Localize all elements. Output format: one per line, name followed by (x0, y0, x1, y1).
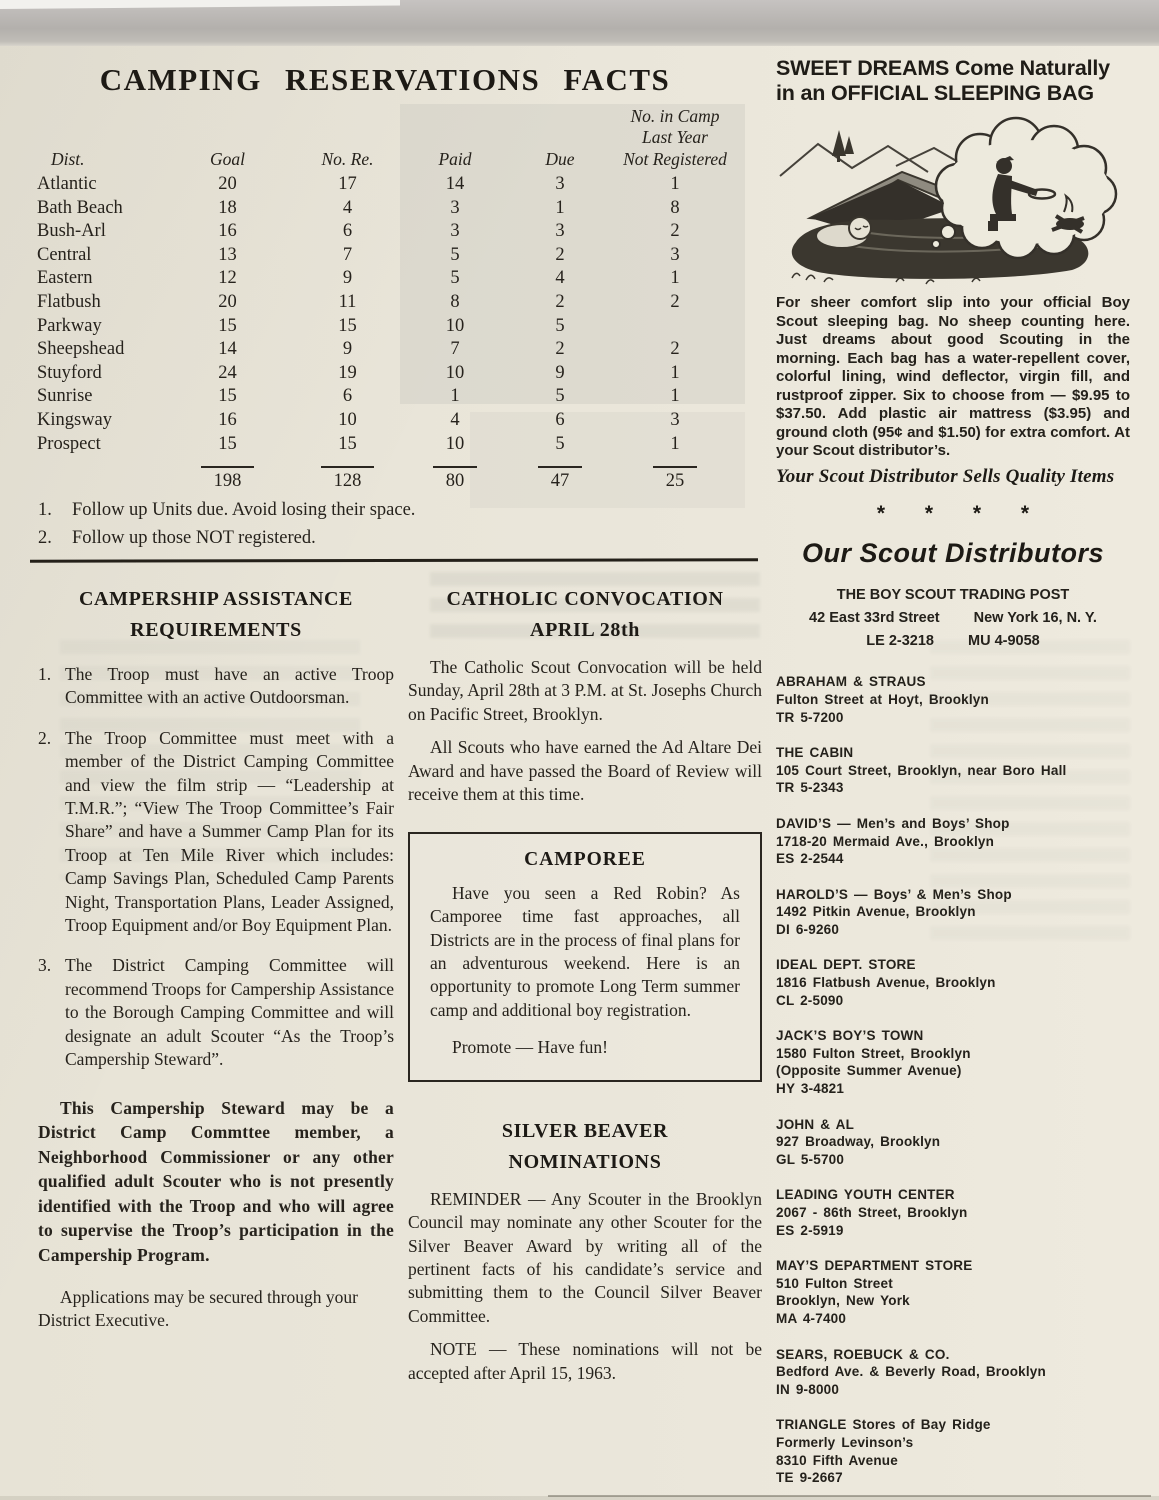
cell: 19 (338, 362, 357, 383)
distributor-phone: LE 2-3218 (866, 633, 934, 650)
page-title: CAMPING RESERVATIONS FACTS (99, 62, 671, 97)
cell-district: Prospect (37, 433, 101, 454)
cell: 3 (450, 221, 460, 242)
distributor-line: Bedford Ave. & Beverly Road, Brooklyn (776, 1364, 1046, 1380)
distributor-line: GL 5-5700 (776, 1151, 845, 1167)
table-row (35, 316, 735, 340)
cell (615, 316, 735, 340)
total-value: 128 (321, 466, 375, 492)
cell: 15 (338, 433, 357, 454)
cell: 3 (555, 221, 565, 242)
distributor-line: MA 4-7400 (776, 1310, 847, 1326)
distributor-name: MAY’S DEPARTMENT STORE (776, 1258, 973, 1274)
cell: 3 (670, 409, 680, 430)
cell: 2 (670, 339, 680, 360)
list-item (38, 727, 394, 938)
distributor-phone: MU 4-9058 (967, 633, 1040, 650)
distributor-address: 42 East 33rd Street (809, 609, 940, 626)
distributor-line: 1718-20 Mermaid Ave., Brooklyn (776, 833, 995, 849)
ad-body-text: For sheer comfort slip into your official Boy Scout sleeping bag. No sheep counting here. Just dreams about good Scouting in the morning. Each bag has a water-repellent cover, colorful lining, wind deflector, virgin fill, and rustproof zipper. Six to choose from — $9.95 to $37.50. Add plastic air mattress ($3.95) and ground cloth (95¢ and $1.50) for extra comfort. At your Scout distributor’s. (776, 294, 1130, 460)
cell: 24 (218, 362, 237, 383)
distributor-line: DI 6-9260 (776, 921, 840, 937)
cell: 10 (445, 433, 465, 454)
cell (35, 466, 165, 492)
cell: 1 (670, 268, 680, 289)
box-title: CAMPOREE (524, 849, 646, 871)
cell: 17 (338, 174, 357, 195)
table-row (35, 363, 735, 387)
scan-bottom-edge (548, 1495, 1151, 1497)
section-heading: SILVER BEAVER (501, 1119, 669, 1142)
cell: 1 (670, 174, 680, 195)
column-header-line: No. in Camp (630, 106, 720, 126)
cell: 5 (555, 433, 565, 454)
cell: 10 (445, 315, 465, 336)
column-header: Paid (438, 148, 472, 169)
table-row (35, 386, 735, 410)
ad-headline: in an OFFICIAL SLEEPING BAG (776, 81, 1094, 106)
cell: 9 (342, 268, 353, 289)
closing-paragraph: Applications may be secured through your District Executive. (38, 1286, 358, 1331)
distributor-list (776, 673, 1130, 1486)
cell: 5 (450, 268, 460, 289)
column-header-line: Last Year (642, 127, 708, 148)
distributor-line: 1816 Flatbush Avenue, Brooklyn (776, 975, 996, 991)
distributor-line: ES 2-5919 (776, 1222, 844, 1238)
list-item (776, 956, 1130, 1009)
cell: 10 (445, 362, 465, 383)
table-row (35, 174, 735, 198)
cell: 14 (218, 339, 237, 360)
cell: 6 (555, 409, 565, 430)
cell: 16 (218, 221, 237, 242)
column-header: No. Re. (321, 148, 374, 169)
distributor-address: New York 16, N. Y. (973, 609, 1097, 626)
list-item (38, 954, 394, 1071)
cell: 3 (555, 174, 565, 195)
campership-section (38, 584, 394, 1332)
cell: 1 (555, 197, 565, 218)
note-item (38, 496, 558, 524)
cell: 11 (338, 292, 357, 312)
cell-district: Bath Beach (37, 197, 123, 218)
item-number: 3. (38, 955, 52, 976)
item-number: 2. (38, 727, 52, 748)
table-row (35, 292, 735, 316)
table-row (35, 339, 735, 363)
distributor-line: 927 Broadway, Brooklyn (776, 1134, 941, 1150)
asterisk-separator: * * * * (876, 501, 1030, 525)
paragraph: REMINDER — Any Scouter in the Brooklyn Council may nominate any other Scouter for the Silver Beaver Award by writing all of the pertinent facts of his candidate’s service and submitting them to the Council Silver Beaver Committee. (408, 1188, 762, 1326)
item-text: The District Camping Committee will recommend Troops for Campership Assistance to the Borough Camping Committee and will designate an adult Scouter “As the Troop’s Campership Steward”. (65, 955, 394, 1070)
cell-total (165, 466, 290, 492)
cell: 2 (555, 244, 565, 265)
cell-total (405, 466, 505, 492)
section-heading: REQUIREMENTS (130, 619, 302, 641)
section-heading: NOMINATIONS (508, 1150, 662, 1173)
list-item (776, 1346, 1130, 1399)
list-item (776, 673, 1130, 726)
featured-distributor (776, 584, 1130, 654)
cell: 4 (450, 409, 460, 430)
cell: 14 (445, 174, 465, 195)
distributor-line: Brooklyn, New York (776, 1293, 910, 1309)
cell: 10 (338, 409, 357, 430)
note-text: Follow up Units due. Avoid losing their space. (72, 500, 416, 520)
cell-district: Central (37, 244, 92, 265)
distributor-name: THE BOY SCOUT TRADING POST (836, 586, 1070, 603)
cell-district: Parkway (37, 315, 102, 336)
column-header-multiline (615, 106, 735, 170)
distributor-name: TRIANGLE Stores of Bay Ridge (776, 1417, 991, 1433)
cell: 9 (555, 362, 565, 383)
column-header-line: Not Registered (623, 148, 727, 169)
cell: 15 (218, 433, 237, 454)
distributor-line: TR 5-2343 (776, 780, 844, 796)
note-number: 1. (38, 500, 52, 520)
table-row (35, 198, 735, 222)
distributor-line: Fulton Street at Hoyt, Brooklyn (776, 691, 989, 707)
cell: 15 (218, 315, 237, 336)
cell-district: Atlantic (37, 174, 97, 195)
distributor-name: THE CABIN (776, 745, 854, 761)
cell: 6 (342, 386, 353, 407)
table-row (35, 434, 735, 458)
camporee-tagline: Promote — Have fun! (452, 1037, 609, 1058)
distributor-name: JACK’S BOY’S TOWN (776, 1028, 924, 1044)
distributor-line: 8310 Fifth Avenue (776, 1452, 898, 1468)
cell: 1 (670, 386, 680, 407)
cell: 15 (338, 315, 357, 336)
cell: 1 (670, 362, 680, 383)
list-item (776, 1257, 1130, 1327)
table-totals-row (35, 466, 735, 492)
cell-district: Stuyford (37, 362, 102, 383)
note-number: 2. (38, 528, 52, 548)
distributor-name: SEARS, ROEBUCK & CO. (776, 1346, 950, 1362)
list-item (776, 1186, 1130, 1239)
cell: 13 (218, 244, 237, 265)
section-divider-rule (30, 558, 758, 563)
distributor-line: ES 2-2544 (776, 851, 844, 867)
distributor-line: IN 9-8000 (776, 1381, 840, 1397)
cell-district: Bush-Arl (37, 221, 106, 242)
distributors-heading: Our Scout Distributors (801, 537, 1104, 568)
cell-district: Sunrise (37, 386, 93, 407)
distributor-line: 2067 - 86th Street, Brooklyn (776, 1205, 968, 1220)
total-value: 47 (538, 466, 583, 492)
distributor-line: 1580 Fulton Street, Brooklyn (776, 1045, 971, 1061)
list-item (776, 1416, 1130, 1486)
distributor-name: IDEAL DEPT. STORE (776, 957, 916, 973)
cell-district: Sheepshead (37, 339, 125, 360)
section-heading: APRIL 28th (530, 619, 640, 641)
cell: 3 (670, 244, 680, 265)
total-value: 198 (201, 466, 255, 492)
distributor-name: HAROLD’S — Boys’ & Men’s Shop (776, 886, 1012, 902)
cell: 15 (218, 386, 237, 407)
camping-reservations-table (35, 106, 735, 492)
cell: 8 (450, 292, 460, 312)
cell: 20 (218, 174, 237, 195)
paragraph: The Catholic Scout Convocation will be held Sunday, April 28th at 3 P.M. at St. Josephs Church on Pacific Street, Brooklyn. (408, 657, 762, 724)
cell-district: Flatbush (37, 292, 101, 312)
cell: 4 (555, 268, 565, 289)
cell: 2 (555, 292, 565, 312)
cell: 3 (450, 197, 460, 218)
table-row (35, 221, 735, 245)
steward-paragraph: This Campership Steward may be a District Camp Commttee member, a Neighborhood Commissioner or any other qualified adult Scouter who is not presently identified with the Troop and who will agree to supervise the Troop’s participation in the Campership Program. (38, 1097, 394, 1266)
item-text: The Troop must have an active Troop Committee with an active Outdoorsman. (65, 664, 394, 708)
distributor-name: JOHN & AL (776, 1116, 855, 1132)
list-item (776, 815, 1130, 868)
cell: 12 (218, 268, 237, 289)
cell: 2 (670, 221, 680, 242)
total-value: 80 (433, 466, 478, 492)
cell: 6 (342, 221, 353, 242)
total-value: 25 (653, 466, 698, 492)
section-heading: CATHOLIC CONVOCATION (446, 588, 724, 610)
distributor-line: Formerly Levinson’s (776, 1434, 914, 1450)
distributor-name: DAVID’S — Men’s and Boys’ Shop (776, 815, 1010, 831)
cell: 1 (670, 433, 680, 454)
distributor-line: (Opposite Summer Avenue) (776, 1063, 962, 1079)
cell: 4 (342, 197, 353, 218)
cell-district: Eastern (37, 268, 93, 289)
list-item (776, 744, 1130, 797)
cell-total (290, 466, 405, 492)
cell: 7 (342, 244, 353, 265)
cell: 18 (218, 197, 237, 218)
item-text: The Troop Committee must meet with a member of the District Camping Committee and view the film strip — “Leadership at T.M.R.”; “View The Troop Committee’s Fair Share” and have a Summer Camp Plan for its Troop at Ten Mile River which includes: Camp Savings Plan, Scheduled Camp Parents Night, Transportation Plans, Leader Assigned, Troop Equipment and/or Boy Equipment Plan. (65, 727, 394, 936)
paragraph: Have you seen a Red Robin? As Camporee time fast approaches, all Districts are in the process of final plans for an adventurous weekend. Here is an opportunity to promote Long Term summer camp and additional boy registration. (430, 882, 740, 1020)
table-row (35, 245, 735, 269)
list-item (776, 886, 1130, 939)
cell: 7 (450, 339, 460, 360)
distributor-line: 510 Fulton Street (776, 1275, 893, 1291)
column-header: Due (545, 148, 575, 169)
distributor-line: CL 2-5090 (776, 992, 844, 1008)
distributor-name: ABRAHAM & STRAUS (776, 674, 926, 690)
cell: 2 (555, 339, 565, 360)
cell: 20 (218, 292, 237, 312)
paragraph: All Scouts who have earned the Ad Altare Dei Award and have passed the Board of Review will receive them at this time. (408, 737, 762, 805)
note-text: Follow up those NOT registered. (72, 528, 316, 548)
cell: 5 (555, 386, 565, 407)
table-header-row (35, 106, 735, 174)
distributor-line: 1492 Pitkin Avenue, Brooklyn (776, 904, 976, 920)
distributor-line: TR 5-7200 (776, 709, 844, 725)
list-item (776, 1027, 1130, 1097)
cell: 5 (450, 244, 460, 265)
column-header: Goal (210, 148, 245, 169)
cell: 1 (450, 386, 460, 407)
ad-tagline: Your Scout Distributor Sells Quality Items (776, 465, 1115, 487)
table-row (35, 268, 735, 292)
distributor-line: HY 3-4821 (776, 1081, 845, 1097)
cell: 9 (342, 339, 353, 360)
section-heading: CAMPERSHIP ASSISTANCE (79, 588, 353, 610)
cell: 5 (555, 315, 565, 336)
distributor-line: TE 9-2667 (776, 1470, 843, 1486)
camporee-box (408, 832, 762, 1081)
cell: 2 (670, 292, 680, 312)
note-item (38, 524, 558, 552)
cell: 8 (670, 197, 680, 218)
cell-district: Kingsway (37, 409, 113, 430)
distributor-name: LEADING YOUTH CENTER (776, 1187, 955, 1203)
table-row (35, 410, 735, 434)
right-column (776, 56, 1130, 1500)
middle-column (408, 584, 762, 1385)
cell-total (505, 466, 615, 492)
paragraph: NOTE — These nominations will not be accepted after April 15, 1963. (408, 1339, 762, 1383)
cell-total (615, 466, 735, 492)
sleeping-bag-illustration (776, 114, 1130, 286)
ad-headline: SWEET DREAMS Come Naturally (776, 56, 1110, 80)
distributor-line: 105 Court Street, Brooklyn, near Boro Hall (776, 762, 1067, 778)
item-number: 1. (38, 664, 52, 684)
list-item (776, 1116, 1130, 1169)
cell: 16 (218, 409, 237, 430)
follow-up-notes (38, 496, 558, 552)
list-item (38, 663, 394, 710)
column-header: Dist. (51, 148, 85, 169)
